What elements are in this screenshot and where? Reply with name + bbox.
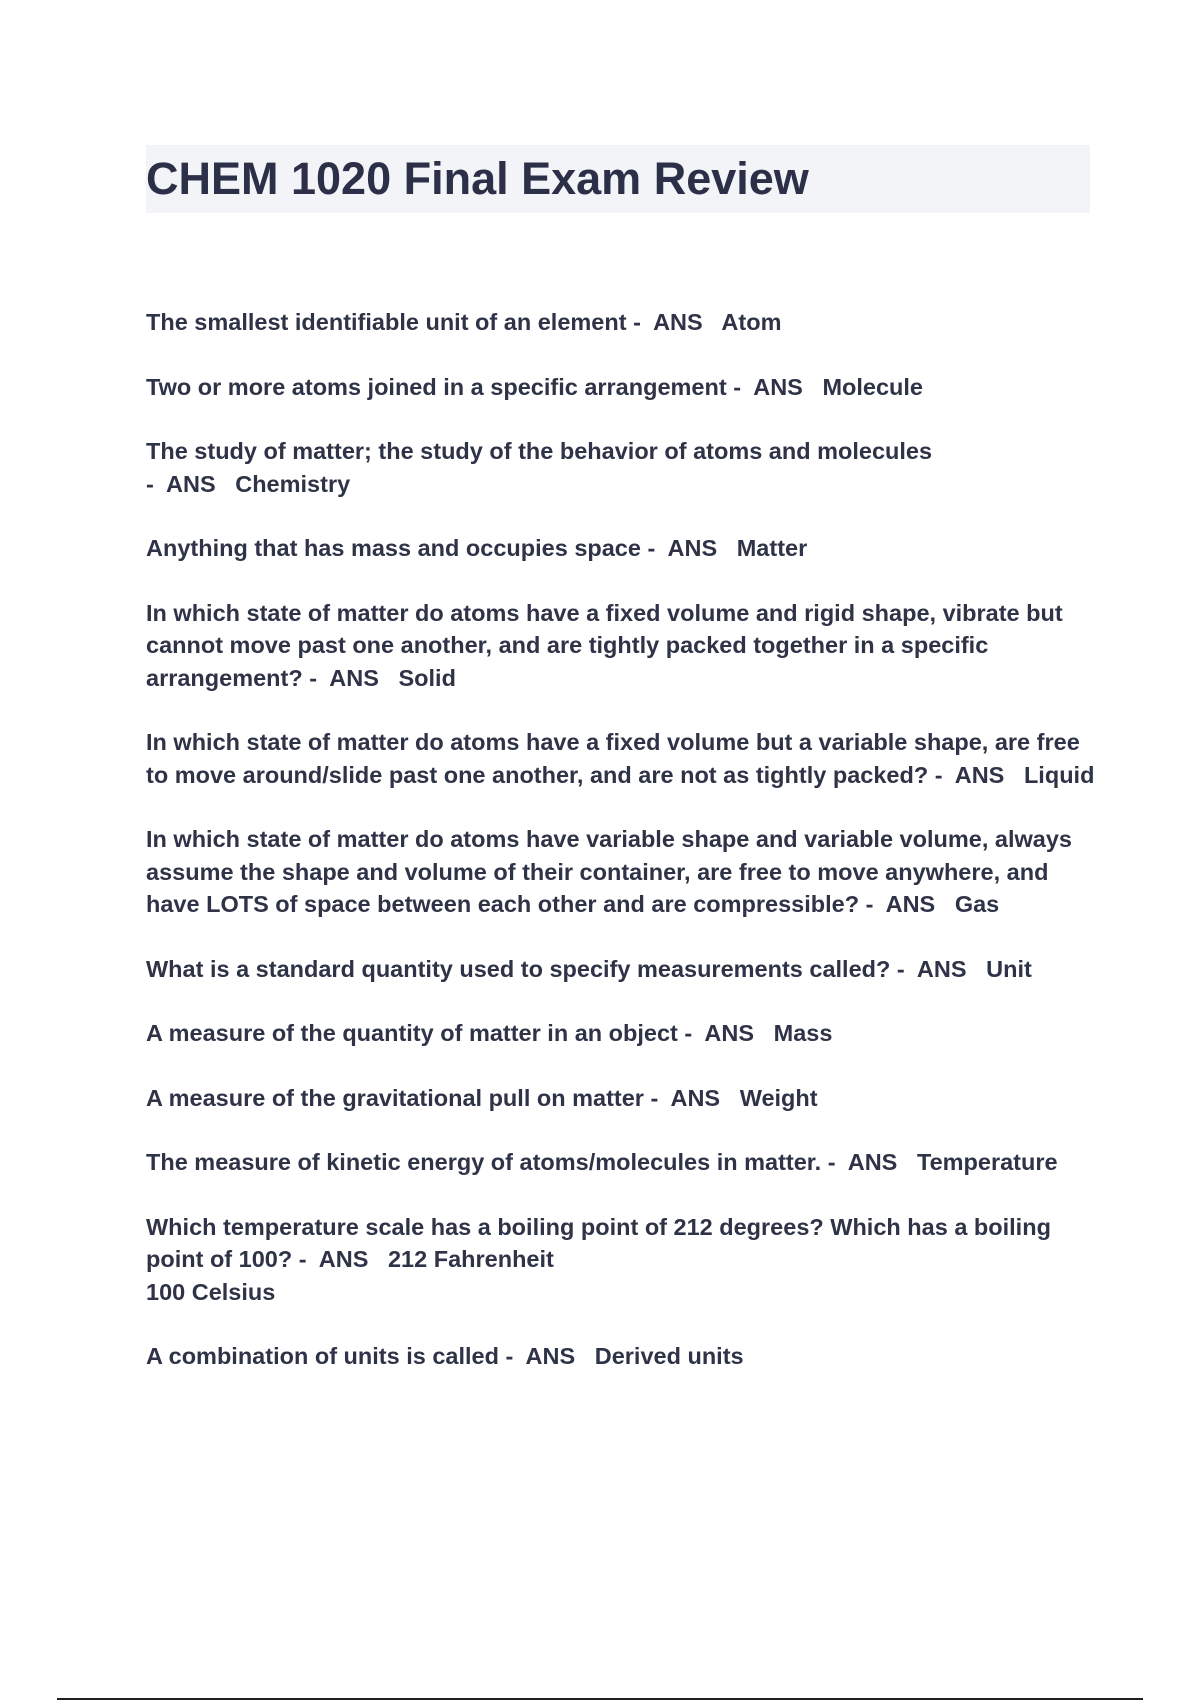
ans-marker: ANS: [670, 1084, 721, 1111]
ans-marker: ANS: [885, 891, 936, 917]
qa-item: [146, 1082, 1096, 1115]
ans-marker: ANS: [166, 470, 216, 497]
question-text: The measure of kinetic energy of atoms/molecules in matter. -: [146, 1149, 836, 1175]
qa-item: [146, 1017, 1096, 1050]
answer-text: Gas: [954, 891, 1000, 917]
ans-marker: ANS: [329, 664, 379, 691]
question-text: A measure of the gravitational pull on matter -: [146, 1084, 659, 1111]
answer-text: Atom: [721, 309, 782, 335]
qa-item: [146, 435, 1096, 500]
answer-text: Molecule: [822, 373, 923, 400]
ans-marker: ANS: [653, 309, 703, 335]
ans-marker: ANS: [847, 1149, 898, 1175]
qa-item: [146, 306, 1096, 339]
question-text: In which state of matter do atoms have a fixed volume and rigid shape, vibrate but cannot move past one another, and are tightly packed together in a specific arrangement? -: [146, 599, 1070, 691]
ans-marker: ANS: [704, 1020, 755, 1046]
question-text: Which temperature scale has a boiling point of 212 degrees? Which has a boiling point of 100? -: [146, 1213, 1058, 1272]
page-title: CHEM 1020 Final Exam Review: [146, 153, 809, 204]
question-text: A measure of the quantity of matter in an object -: [146, 1020, 693, 1046]
qa-item: [146, 1211, 1096, 1309]
answer-text: Weight: [739, 1084, 818, 1111]
qa-list: [146, 306, 1096, 1405]
question-text: Two or more atoms joined in a specific arrangement -: [146, 373, 742, 400]
qa-item: [146, 726, 1096, 791]
ans-marker: ANS: [916, 955, 967, 982]
ans-marker: ANS: [525, 1343, 576, 1369]
title-band: [146, 145, 1090, 213]
question-text: The smallest identifiable unit of an element -: [146, 309, 641, 335]
ans-marker: ANS: [753, 373, 803, 400]
qa-item: [146, 953, 1096, 986]
qa-item: [146, 1146, 1096, 1179]
question-text: In which state of matter do atoms have variable shape and variable volume, always assume the shape and volume of their container, are free to move anywhere, and have LOTS of space between each other and are compressible? -: [146, 826, 1079, 917]
qa-item: [146, 371, 1096, 404]
ans-marker: ANS: [954, 761, 1005, 788]
answer-text: 212 Fahrenheit 100 Celsius: [146, 1246, 554, 1305]
question-text: In which state of matter do atoms have a fixed volume but a variable shape, are free to move around/slide past one another, and are not as tightly packed? -: [146, 729, 1087, 788]
answer-text: Solid: [398, 664, 456, 691]
answer-text: Mass: [773, 1020, 833, 1046]
qa-item: [146, 597, 1096, 695]
qa-item: [146, 1340, 1096, 1373]
answer-text: Chemistry: [235, 470, 351, 497]
qa-item: [146, 532, 1096, 565]
question-text: What is a standard quantity used to specify measurements called? -: [146, 955, 905, 982]
ans-marker: ANS: [318, 1246, 369, 1272]
answer-text: Derived units: [594, 1343, 744, 1369]
answer-text: Temperature: [916, 1149, 1058, 1175]
answer-text: Liquid: [1023, 761, 1095, 788]
question-text: Anything that has mass and occupies space -: [146, 535, 656, 561]
qa-item: [146, 823, 1096, 921]
answer-text: Matter: [736, 535, 808, 561]
question-text: The study of matter; the study of the behavior of atoms and molecules -: [146, 438, 939, 497]
ans-marker: ANS: [667, 535, 718, 561]
answer-text: Unit: [986, 955, 1032, 982]
question-text: A combination of units is called -: [146, 1343, 514, 1369]
